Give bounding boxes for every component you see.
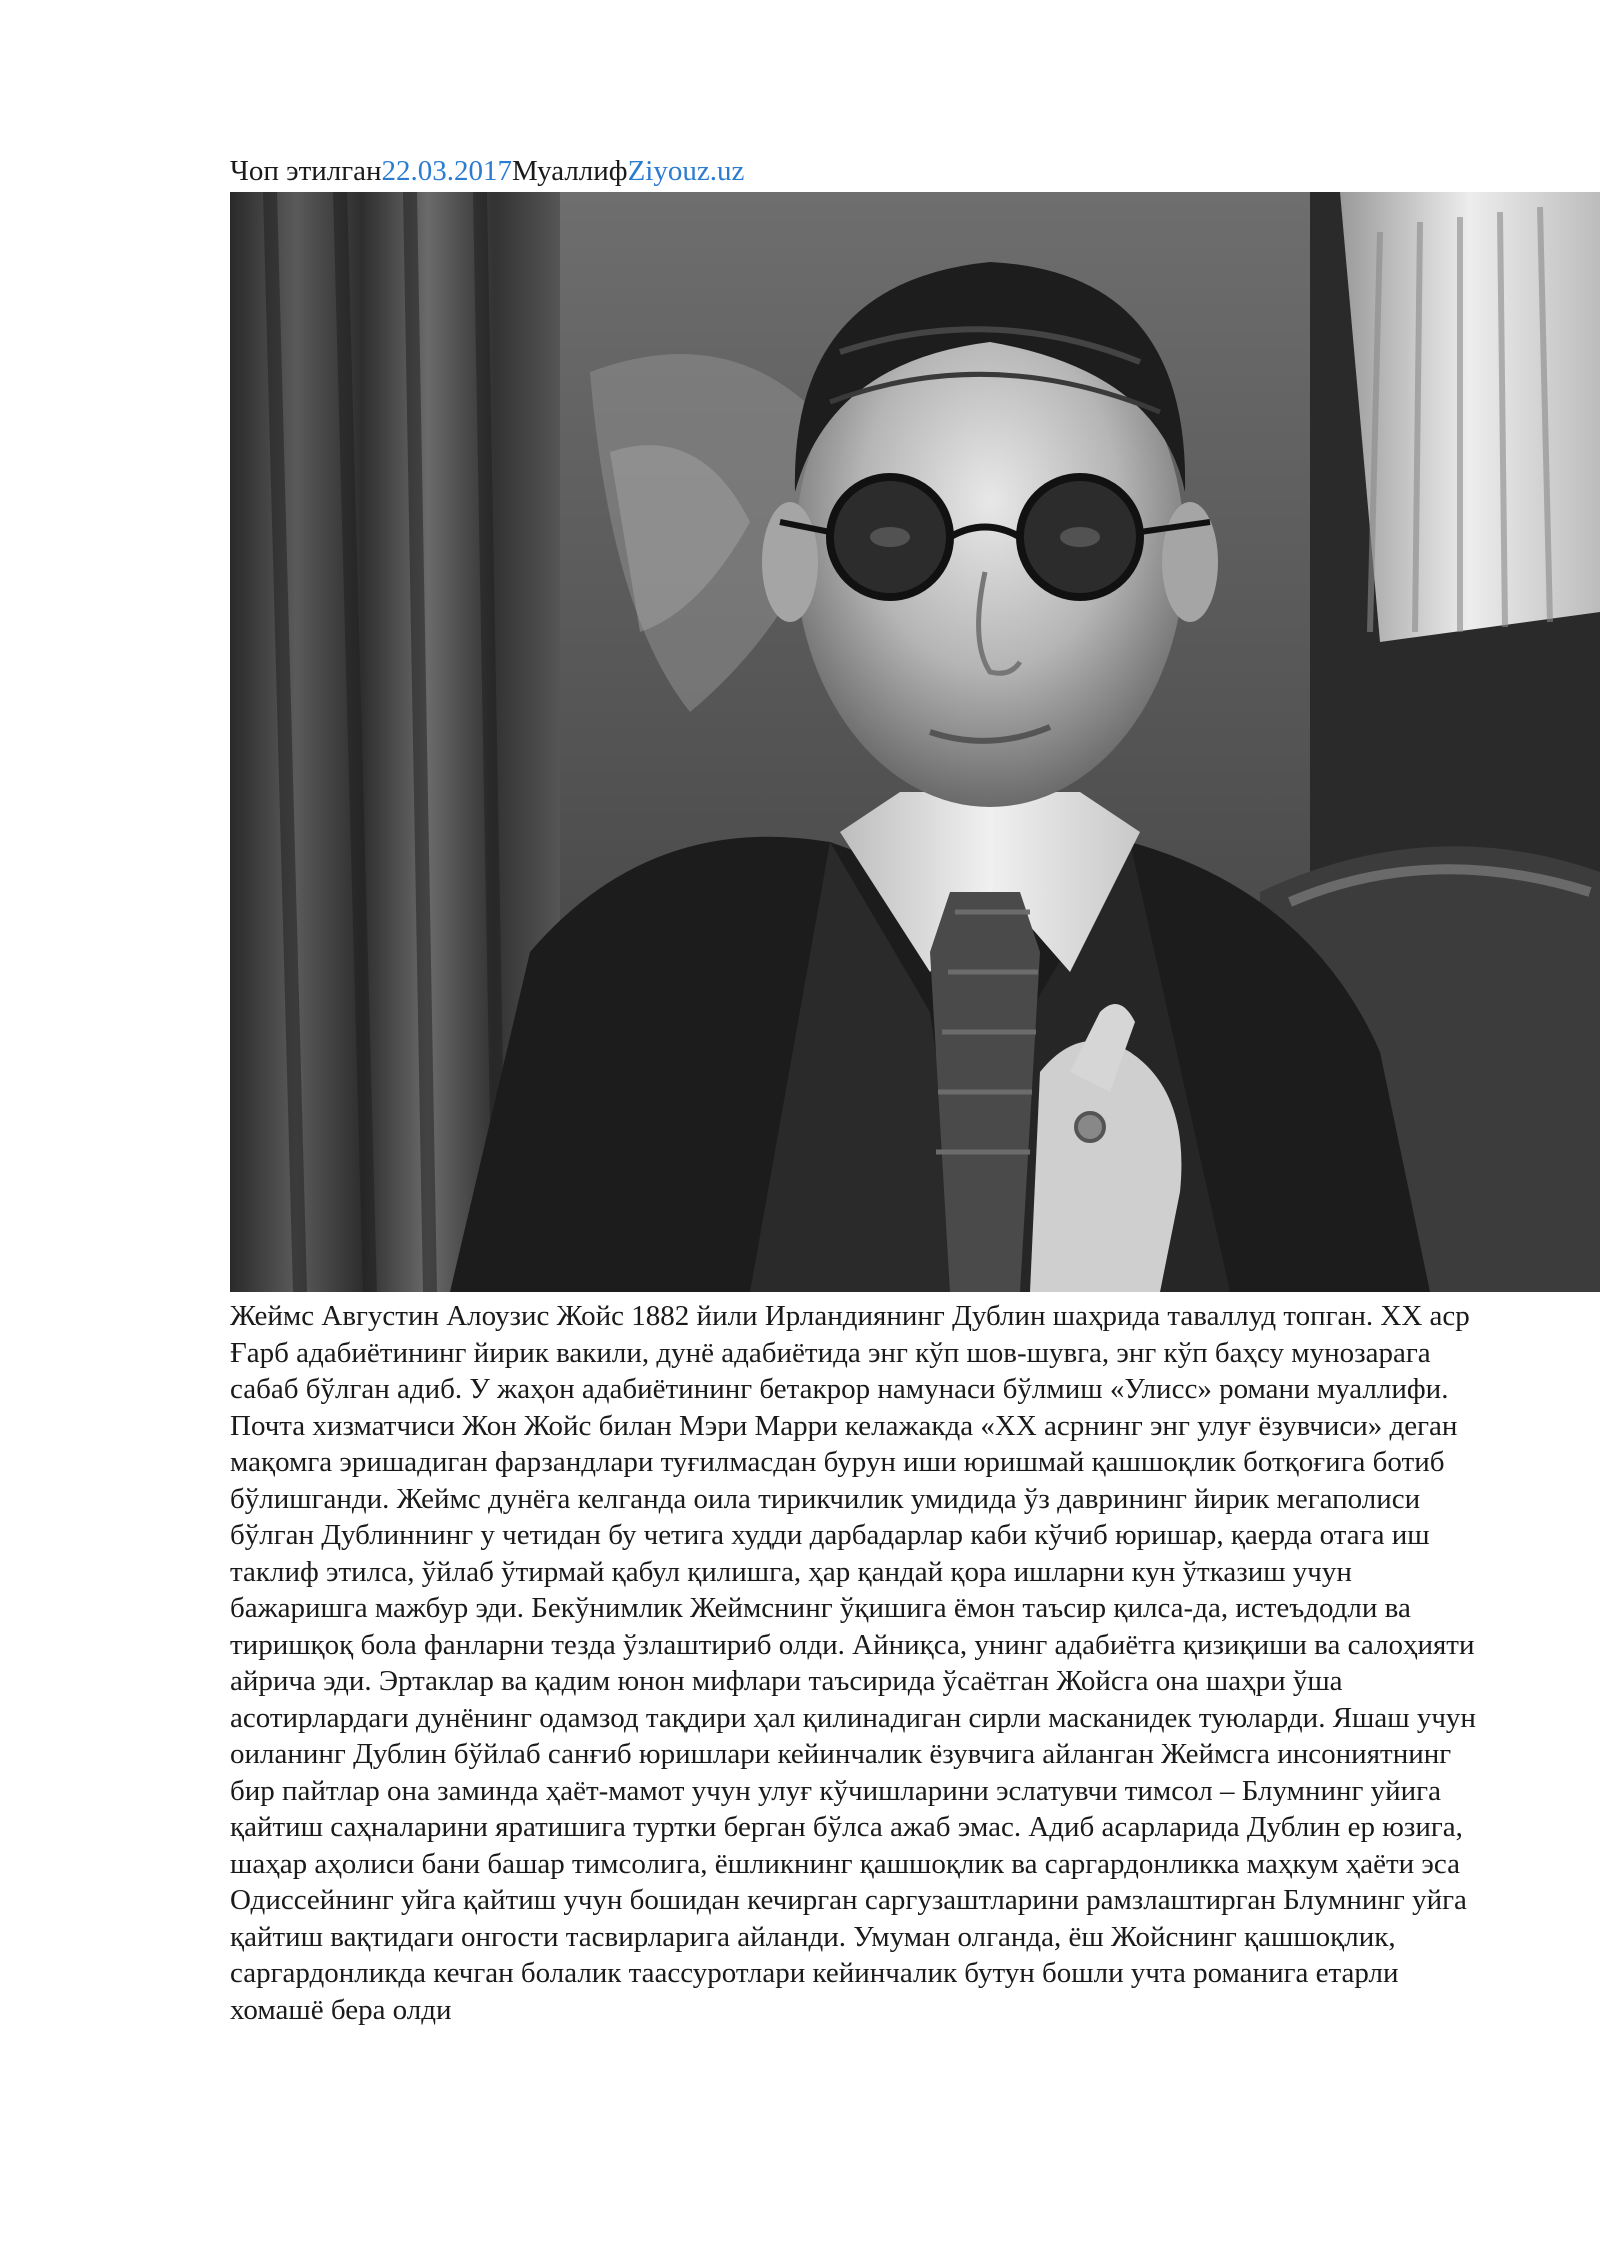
article-page [230, 152, 1600, 2028]
author-label: Муаллиф [512, 155, 628, 187]
article-paragraph: Почта хизматчиси Жон Жойс билан Мэри Марри келажакда «XX асрнинг энг улуғ ёзувчиси» деган мақомга эришадиган фарзандлари туғилмасдан бурун иши юришмай қашшоқлик ботқоғига ботиб бўлишганди. Жеймс дунёга келганда оила тирикчилик умидида ўз даврининг йирик мегаполиси бўлган Дублиннинг у четидан бу четига худди дарбадарлар каби кўчиб юришар, қаерда отага иш таклиф этилса, ўйлаб ўтирмай қабул қилишга, ҳар қандай қора ишларни кун ўтказиш учун бажаришга мажбур эди. Бекўнимлик Жеймснинг ўқишига ёмон таъсир қилса-да, истеъдодли ва тиришқоқ бола фанларни тезда ўзлаштириб олди. Айниқса, унинг адабиётга қизиқиши ва салоҳияти айрича эди. Эртаклар ва қадим юнон мифлари таъсирида ўсаётган Жойсга она шаҳри ўша асотирлардаги дунёнинг одамзод тақдири ҳал қилинадиган сирли масканидек туюларди. Яшаш учун оиланинг Дублин бўйлаб санғиб юришлари кейинчалик ёзувчига айланган Жеймсга инсониятнинг бир пайтлар она заминда ҳаёт-мамот учун улуғ кўчишларини эслатувчи тимсол – Блумнинг уйига қайтиш саҳналарини яратишига туртки берган бўлса ажаб эмас. Адиб асарларида Дублин ер юзига, шаҳар аҳолиси бани башар тимсолига, ёшликнинг қашшоқлик ва саргардонликка маҳкум ҳаёти эса Одиссейнинг уйга қайтиш учун бошидан кечирган саргузаштларини рамзлаштирган Блумнинг уйга қайтиш вақтидаги онгости тасвирларига айланди. Умуман олганда, ёш Жойснинг қашшоқлик, саргардонликда кечган болалик таассуротлари кейинчалик бутун бошли учта романига етарли хомашё бера олди [230, 1409, 1476, 2026]
published-label: Чоп этилган [230, 155, 382, 187]
article-body [230, 1298, 1490, 2028]
published-date-link[interactable]: 22.03.2017 [381, 155, 513, 187]
article-meta [230, 152, 1600, 190]
author-link[interactable]: Ziyouz.uz [627, 155, 745, 187]
portrait-illustration [230, 192, 1600, 1292]
article-paragraph: Жеймс Августин Алоузис Жойс 1882 йили Ирландиянинг Дублин шаҳрида таваллуд топган. XX аср Ғарб адабиётининг йирик вакили, дунё адабиётида энг кўп шов-шувга, энг кўп баҳсу мунозарага сабаб бўлган адиб. У жаҳон адабиётининг бетакрор намунаси бўлмиш «Улисс» романи муаллифи. [230, 1300, 1470, 1405]
portrait-photo [230, 192, 1600, 1292]
